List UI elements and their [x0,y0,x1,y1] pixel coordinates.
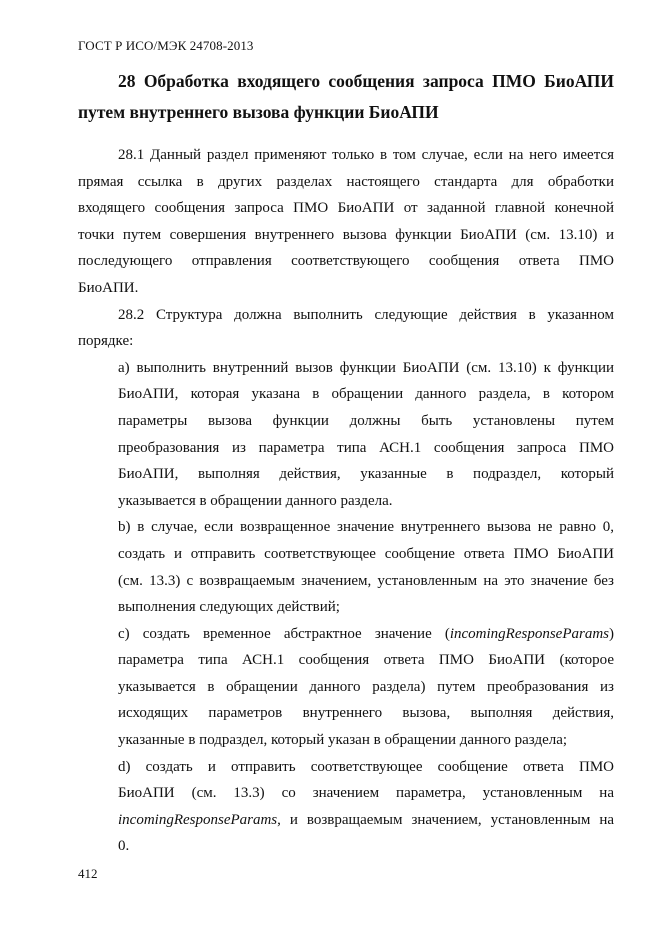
list-item-line: параметры вызова функции должны быть установлены путем [118,412,614,429]
list-item-c [78,621,614,754]
list-item-d [78,754,614,860]
list-item-line: БиоАПИ, выполняя действия, указанные в подраздел, который [118,466,614,483]
list-item-line: 0. [118,838,130,855]
paragraph-line: 28.2 Структура должна выполнить следующие действия в указанном [118,306,614,323]
section-title-line-2: путем внутреннего вызова функции БиоАПИ [78,102,439,122]
page-header-standard: ГОСТ Р ИСО/МЭК 24708-2013 [78,38,254,53]
list-item-line: БиоАПИ (см. 13.3) со значением параметра, установленным на [118,785,614,802]
list-item-line: указанные в подраздел, который указан в обращении данного раздела; [118,732,568,749]
list-item-line [118,621,614,648]
list-item-line [118,807,614,834]
paragraph-28-1 [78,142,614,302]
list-item-line: создать и отправить соответствующее сообщение ответа ПМО БиоАПИ [118,545,614,562]
term-incoming-response-params: incomingResponseParams [449,625,609,642]
list-item-b [78,514,614,620]
list-item-text: c) создать временное абстрактное значение ( [118,625,450,642]
list-item-line: параметра типа АСН.1 сообщения ответа ПМО БиоАПИ (которое [118,652,614,669]
list-item-line: БиоАПИ, которая указана в обращении данного раздела, в котором [118,386,614,403]
paragraph-line: 28.1 Данный раздел применяют только в том случае, если на него имеется [118,147,614,163]
section-title-line-1: 28 Обработка входящего сообщения запроса ПМО БиоАПИ [118,71,614,91]
section-title [78,66,614,128]
section-body [78,142,614,860]
list-item-line: указывается в обращении данного раздела. [118,492,393,509]
list-item-line: исходящих параметров внутреннего вызова, выполняя действия, [118,705,614,722]
paragraph-line: БиоАПИ. [78,279,139,296]
list-item-line: (см. 13.3) с возвращаемым значением, установленным на это значение без [118,572,614,589]
paragraph-line: прямая ссылка в других разделах настоящего стандарта для обработки [78,173,614,190]
list-item-line: d) создать и отправить соответствующее сообщение ответа ПМО [118,758,614,775]
paragraph-line: точки путем совершения внутреннего вызова функции БиоАПИ (см. 13.10) и [78,226,614,243]
paragraph-line: входящего сообщения запроса ПМО БиоАПИ от заданной главной конечной [78,200,614,217]
list-item-line: a) выполнить внутренний вызов функции БиоАПИ (см. 13.10) к функции [118,359,614,376]
term-incoming-response-params: incomingResponseParams [118,811,278,828]
list-item-text: ) [609,625,614,642]
list-item-text: , и возвращаемым значением, установленным на [277,811,614,828]
paragraph-line: порядке: [78,333,134,350]
paragraph-line: последующего отправления соответствующего сообщения ответа ПМО [78,253,614,270]
list-item-line: указывается в обращении данного раздела) путем преобразования из [118,678,614,695]
paragraph-28-2 [78,302,614,355]
list-item-line: b) в случае, если возвращенное значение внутреннего вызова не равно 0, [118,519,614,536]
page-number: 412 [78,866,98,881]
list-item-line: преобразования из параметра типа АСН.1 сообщения запроса ПМО [118,439,614,456]
list-item-a [78,355,614,515]
list-item-line: выполнения следующих действий; [118,599,340,616]
